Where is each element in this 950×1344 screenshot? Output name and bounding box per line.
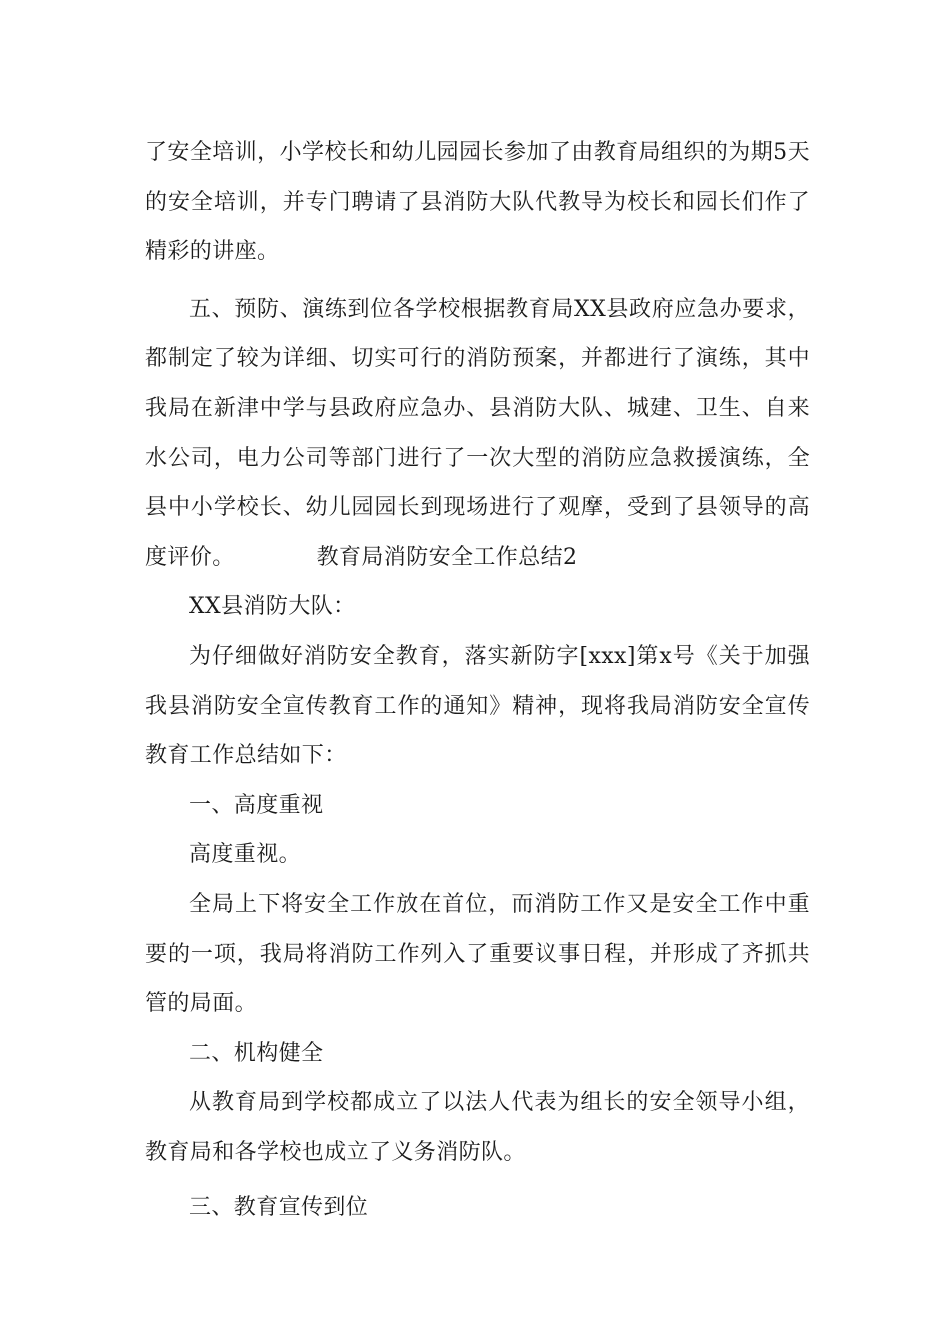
- paragraph-high-attention: [145, 830, 810, 880]
- paragraph-text: 三、教育宣传到位: [189, 1195, 369, 1221]
- paragraph-text: 为仔细做好消防安全教育，落实新防字[xxx]第x号《关于加强我县消防安全宣传教育工作的通知》精神，现将我局消防安全宣传教育工作总结如下：: [145, 643, 810, 769]
- paragraph-intro: [145, 632, 810, 781]
- document-body: [145, 128, 810, 1233]
- heading-education-publicity: [145, 1183, 810, 1233]
- paragraph-organization: [145, 1078, 810, 1177]
- heading-high-attention: [145, 781, 810, 831]
- paragraph-text: 五、预防、演练到位各学校根据教育局XX县政府应急办要求，都制定了较为详细、切实可行的消防预案，并都进行了演练，其中我局在新津中学与县政府应急办、县消防大队、城建、卫生、自来水公司，电力公司等部门进行了一次大型的消防应急救援演练，全县中小学校长、幼儿园园长到现场进行了观摩，受到了县领导的高度评价。: [145, 296, 810, 570]
- heading-organization: [145, 1029, 810, 1079]
- paragraph-prevention-drill: [145, 285, 810, 583]
- paragraph-text: XX县消防大队：: [189, 594, 356, 620]
- paragraph-safety-training-end: [145, 128, 810, 277]
- paragraph-text: 全局上下将安全工作放在首位，而消防工作又是安全工作中重要的一项，我局将消防工作列入了重要议事日程，并形成了齐抓共管的局面。: [145, 891, 810, 1017]
- paragraph-text: 了安全培训，小学校长和幼儿园园长参加了由教育局组织的为期5天的安全培训，并专门聘请了县消防大队代教导为校长和园长们作了精彩的讲座。: [145, 140, 810, 265]
- paragraph-addressee: [145, 582, 810, 632]
- paragraph-text: 高度重视。: [189, 842, 302, 868]
- paragraph-text: 一、高度重视: [189, 792, 324, 818]
- paragraph-text: 二、机构健全: [189, 1040, 324, 1066]
- paragraph-priority: [145, 880, 810, 1029]
- section-title-summary-2: 教育局消防安全工作总结2: [316, 544, 578, 570]
- paragraph-text: 从教育局到学校都成立了以法人代表为组长的安全领导小组，教育局和各学校也成立了义务消防队。: [145, 1090, 810, 1165]
